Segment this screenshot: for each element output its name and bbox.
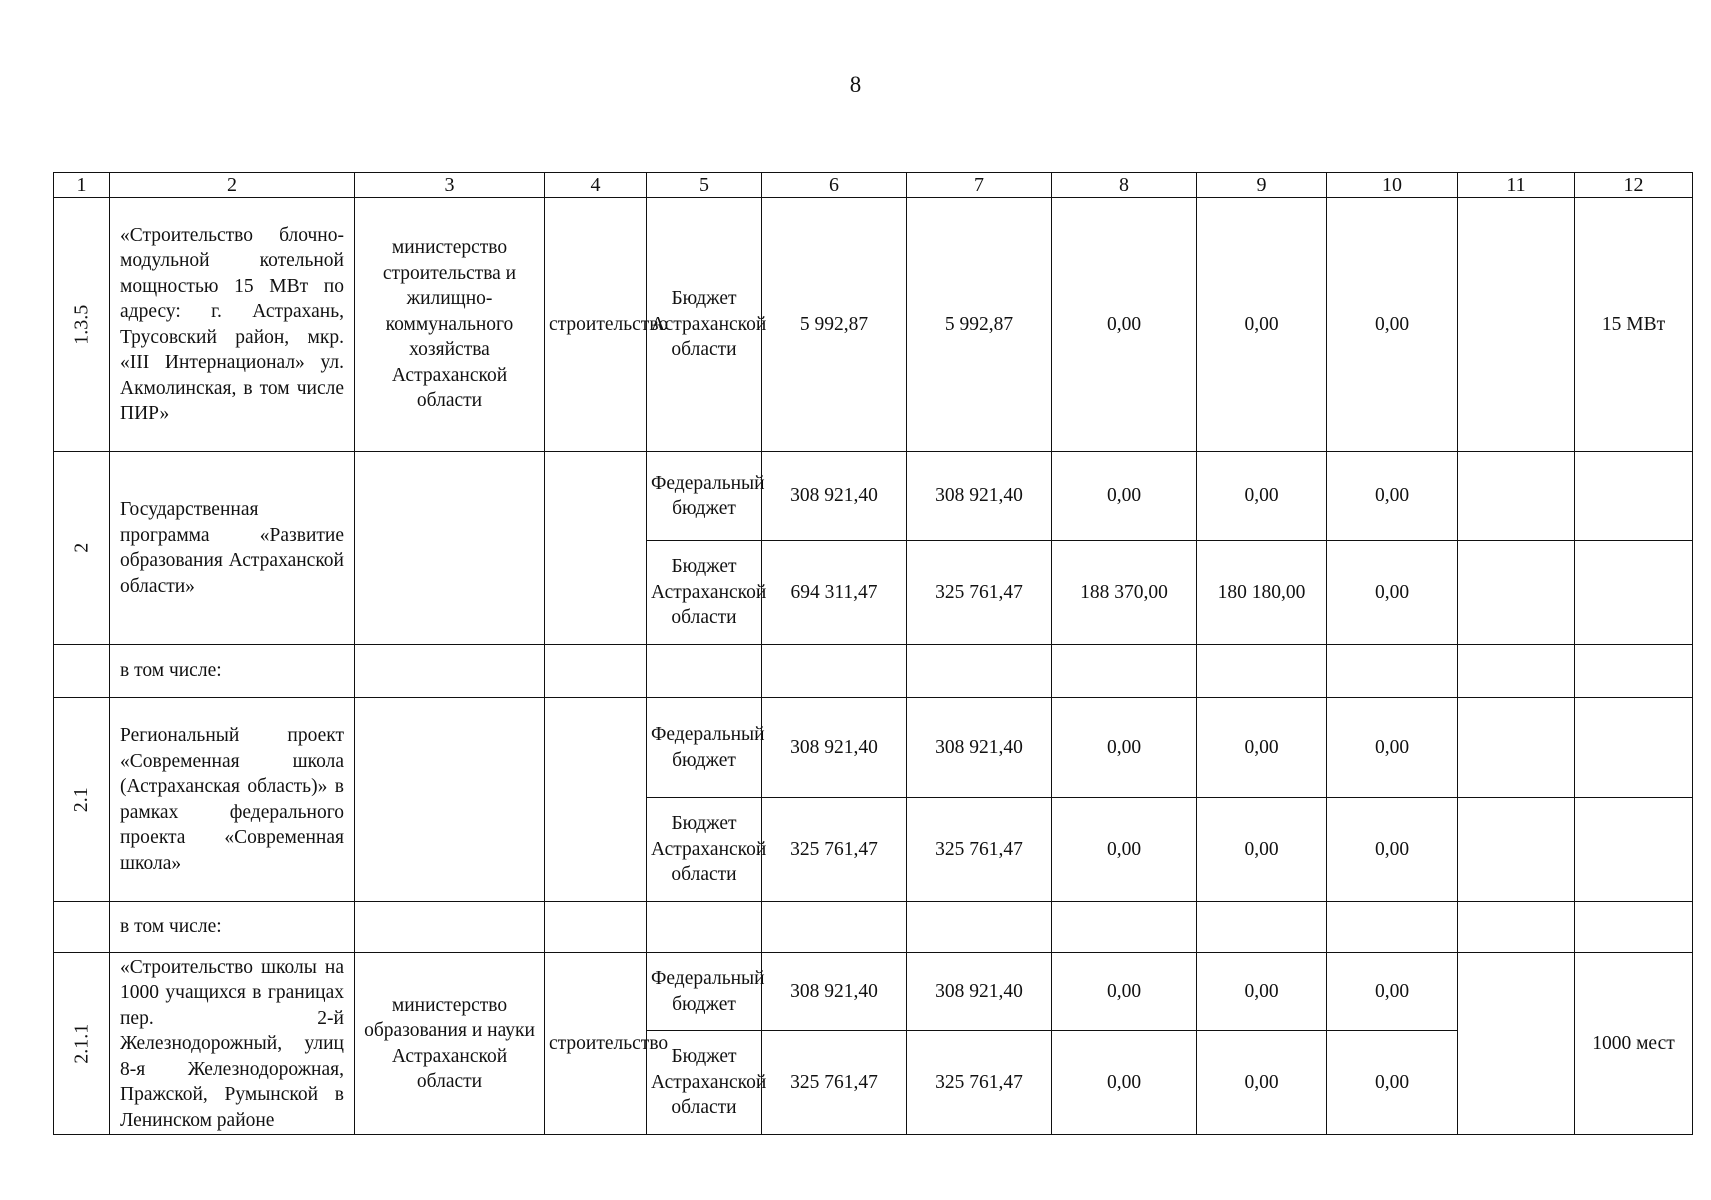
- funding-source-cell: Бюджет Астраханской области: [647, 1031, 762, 1135]
- row-name-cell: [110, 953, 355, 1135]
- executor-cell: [355, 452, 545, 645]
- value-cell: 325 761,47: [762, 1031, 907, 1135]
- row-name: «Строительство школы на 1000 учащихся в границах пер. 2-й Железнодорожный, улиц 8-я Железнодорожная, Пражской, Румынской в Ленинском районе: [120, 956, 344, 1131]
- table-row: [54, 902, 1693, 953]
- value-cell: 0,00: [1197, 1031, 1327, 1135]
- row-code-cell: [54, 902, 110, 953]
- value-cell: [1327, 645, 1458, 698]
- result-cell: [1575, 645, 1693, 698]
- result-cell: 15 МВт: [1575, 198, 1693, 452]
- value-cell: [907, 645, 1052, 698]
- value-cell: 308 921,40: [907, 452, 1052, 541]
- value-cell: 0,00: [1327, 953, 1458, 1031]
- value-cell: 0,00: [1327, 198, 1458, 452]
- value-cell: 0,00: [1197, 198, 1327, 452]
- value-cell: 5 992,87: [762, 198, 907, 452]
- value-cell: [1052, 902, 1197, 953]
- column-header: 1: [54, 173, 110, 198]
- column-header: 2: [110, 173, 355, 198]
- value-cell: 0,00: [1052, 198, 1197, 452]
- value-cell: 308 921,40: [762, 698, 907, 798]
- work-type-cell: строительство: [545, 198, 647, 452]
- table-row: [54, 452, 1693, 541]
- work-type-cell: строительство: [545, 953, 647, 1135]
- funding-source-cell: Бюджет Астраханской области: [647, 798, 762, 902]
- work-type-cell: [545, 452, 647, 645]
- executor-cell: [355, 902, 545, 953]
- column-header: 3: [355, 173, 545, 198]
- column-header: 10: [1327, 173, 1458, 198]
- row-code-cell: [54, 698, 110, 902]
- value-cell: 0,00: [1197, 953, 1327, 1031]
- value-cell: 325 761,47: [907, 798, 1052, 902]
- value-cell: [1458, 902, 1575, 953]
- value-cell: [762, 902, 907, 953]
- funding-source-cell: Бюджет Астраханской области: [647, 198, 762, 452]
- result-cell: 1000 мест: [1575, 953, 1693, 1135]
- value-cell: [1197, 902, 1327, 953]
- value-cell: 308 921,40: [762, 953, 907, 1031]
- column-header: 6: [762, 173, 907, 198]
- column-header: 12: [1575, 173, 1693, 198]
- column-number-row: [54, 173, 1693, 198]
- value-cell: 325 761,47: [907, 541, 1052, 645]
- work-type-cell: [545, 645, 647, 698]
- value-cell: 5 992,87: [907, 198, 1052, 452]
- result-cell: [1575, 798, 1693, 902]
- row-name: «Строительство блочно-модульной котельной мощностью 15 МВт по адресу: г. Астрахань, Трусовский район, мкр. «III Интернационал» ул. Акмолинская, в том числе ПИР»: [110, 198, 355, 452]
- value-cell: [1327, 902, 1458, 953]
- value-cell: 0,00: [1327, 698, 1458, 798]
- value-cell: 0,00: [1052, 1031, 1197, 1135]
- funding-source-cell: [647, 645, 762, 698]
- value-cell: 0,00: [1327, 798, 1458, 902]
- value-cell: [1458, 198, 1575, 452]
- result-cell: [1575, 452, 1693, 541]
- funding-source-cell: [647, 902, 762, 953]
- value-cell: [1458, 645, 1575, 698]
- value-cell: [907, 902, 1052, 953]
- table-row: [54, 645, 1693, 698]
- value-cell: 188 370,00: [1052, 541, 1197, 645]
- row-code-cell: [54, 953, 110, 1135]
- value-cell: 325 761,47: [762, 798, 907, 902]
- page-number: 8: [849, 72, 862, 97]
- value-cell: 694 311,47: [762, 541, 907, 645]
- table-row: [54, 953, 1693, 1031]
- subtotal-label: в том числе:: [110, 902, 355, 953]
- row-code-cell: [54, 645, 110, 698]
- column-header: 9: [1197, 173, 1327, 198]
- value-cell: 180 180,00: [1197, 541, 1327, 645]
- value-cell: 308 921,40: [907, 953, 1052, 1031]
- subtotal-label: в том числе:: [110, 645, 355, 698]
- value-cell: 0,00: [1052, 698, 1197, 798]
- value-cell: 0,00: [1327, 452, 1458, 541]
- row-code-cell: [54, 198, 110, 452]
- work-type-cell: [545, 902, 647, 953]
- row-code: 2.1: [69, 787, 92, 812]
- executor-cell: министерство образования и науки Астраханской области: [355, 953, 545, 1135]
- value-cell: [762, 645, 907, 698]
- result-cell: [1575, 698, 1693, 798]
- value-cell: [1197, 645, 1327, 698]
- value-cell: 0,00: [1052, 953, 1197, 1031]
- value-cell: [1458, 798, 1575, 902]
- value-cell: 325 761,47: [907, 1031, 1052, 1135]
- column-header: 7: [907, 173, 1052, 198]
- column-header: 5: [647, 173, 762, 198]
- value-cell: [1052, 645, 1197, 698]
- funding-source-cell: Федеральный бюджет: [647, 953, 762, 1031]
- row-code: 2.1.1: [69, 1023, 92, 1064]
- table-row: [54, 198, 1693, 452]
- row-name: Региональный проект «Современная школа (Астраханская область)» в рамках федерального проекта «Современная школа»: [110, 698, 355, 902]
- value-cell: 0,00: [1327, 1031, 1458, 1135]
- column-header: 11: [1458, 173, 1575, 198]
- value-cell: 0,00: [1197, 452, 1327, 541]
- row-code: 2: [69, 543, 92, 553]
- work-type-cell: [545, 698, 647, 902]
- value-cell: [1458, 452, 1575, 541]
- value-cell: 0,00: [1052, 452, 1197, 541]
- funding-source-cell: Федеральный бюджет: [647, 698, 762, 798]
- value-cell: 308 921,40: [907, 698, 1052, 798]
- executor-cell: министерство строительства и жилищно-коммунального хозяйства Астраханской области: [355, 198, 545, 452]
- result-cell: [1575, 541, 1693, 645]
- funding-source-cell: Бюджет Астраханской области: [647, 541, 762, 645]
- executor-cell: [355, 698, 545, 902]
- value-cell: 308 921,40: [762, 452, 907, 541]
- row-name: Государственная программа «Развитие образования Астраханской области»: [110, 452, 355, 645]
- value-cell: [1458, 698, 1575, 798]
- value-cell: [1458, 953, 1575, 1135]
- result-cell: [1575, 902, 1693, 953]
- value-cell: 0,00: [1052, 798, 1197, 902]
- budget-table: [53, 172, 1693, 1135]
- value-cell: [1458, 541, 1575, 645]
- row-code: 1.3.5: [69, 304, 92, 345]
- funding-source-cell: Федеральный бюджет: [647, 452, 762, 541]
- executor-cell: [355, 645, 545, 698]
- value-cell: 0,00: [1327, 541, 1458, 645]
- value-cell: 0,00: [1197, 698, 1327, 798]
- value-cell: 0,00: [1197, 798, 1327, 902]
- column-header: 8: [1052, 173, 1197, 198]
- row-code-cell: [54, 452, 110, 645]
- column-header: 4: [545, 173, 647, 198]
- table-row: [54, 698, 1693, 798]
